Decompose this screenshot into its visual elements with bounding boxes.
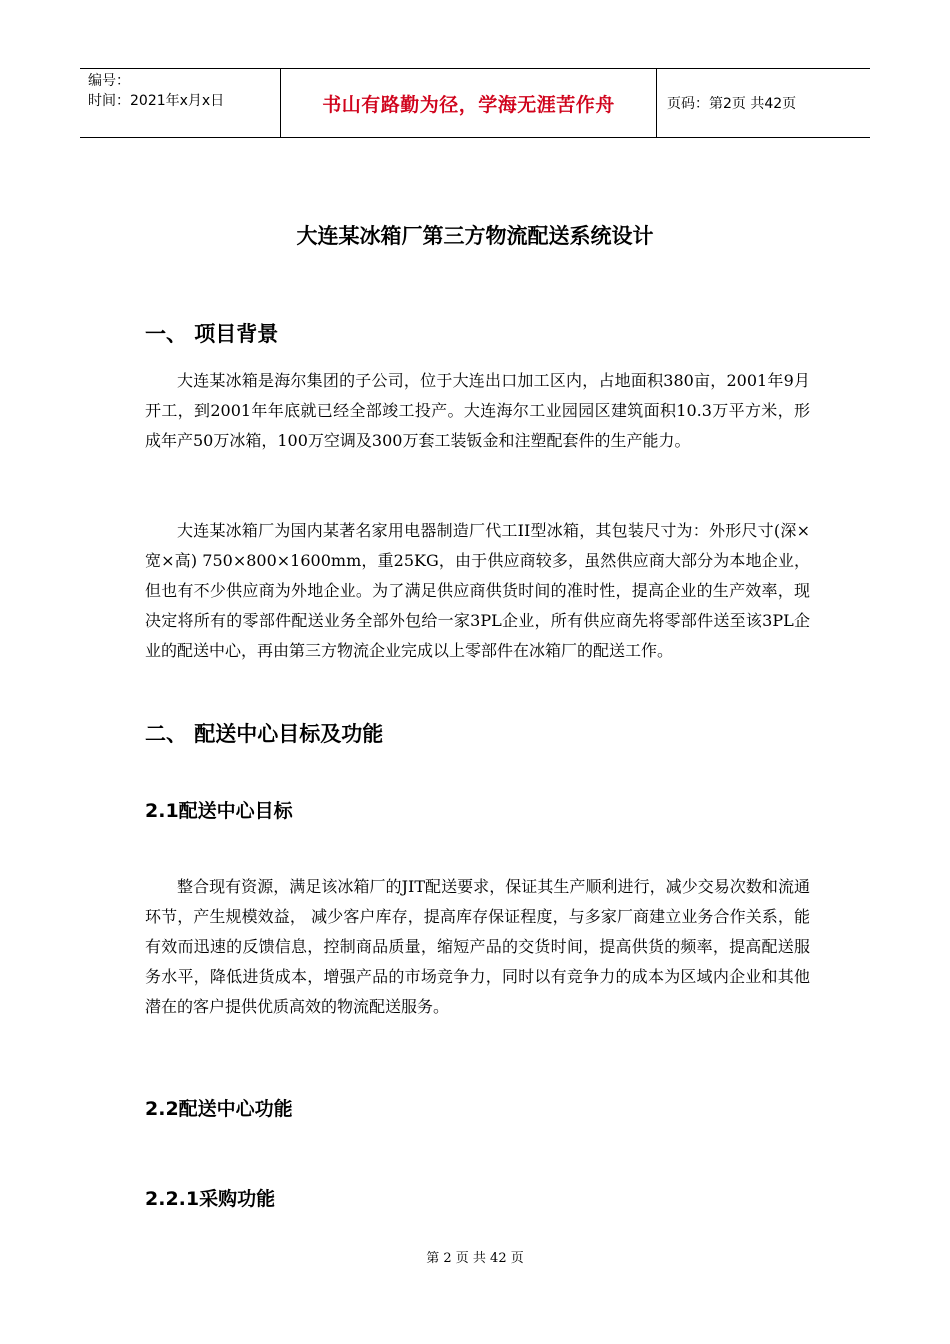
page-header [80, 68, 870, 138]
document-title: 大连某冰箱厂第三方物流配送系统设计 [296, 224, 654, 248]
header-motto: 书山有路勤为径，学海无涯苦作舟 [322, 93, 615, 116]
section-2-1-heading: 2.1配送中心目标 [145, 800, 293, 822]
section-2-2-heading: 2.2配送中心功能 [145, 1098, 293, 1120]
section-2-heading: 二、 配送中心目标及功能 [145, 722, 384, 746]
header-page-info: 页码：第2页 共42页 [667, 96, 797, 112]
section-1-paragraph-2: 大连某冰箱厂为国内某著名家用电器制造厂代工II型冰箱，其包装尺寸为：外形尺寸(深×宽×高) 750×800×1600mm，重25KG，由于供应商较多，虽然供应商大部分为本地企业，但也有不少供应商为外地企业。为了满足供应商供货时间的准时性，提高企业的生产效率，现决定将所有的零部件配送业务全部外包给一家3PL企业，所有供应商先将零部件送至该3PL企业的配送中心，再由第三方物流企业完成以上零部件在冰箱厂的配送工作。 [145, 521, 810, 660]
section-1-paragraph-1: 大连某冰箱是海尔集团的子公司，位于大连出口加工区内，占地面积380亩，2001年9月开工，到2001年年底就已经全部竣工投产。大连海尔工业园园区建筑面积10.3万平方米，形成年产50万冰箱，100万空调及300万套工装钣金和注塑配套件的生产能力。 [145, 371, 810, 450]
section-2-1-paragraph: 整合现有资源，满足该冰箱厂的JIT配送要求，保证其生产顺利进行，减少交易次数和流通环节，产生规模效益， 减少客户库存，提高库存保证程度，与多家厂商建立业务合作关系，能有效而迅速的反馈信息，控制商品质量，缩短产品的交货时间，提高供货的频率，提高配送服务水平，降低进货成本，增强产品的市场竞争力，同时以有竞争力的成本为区域内企业和其他潜在的客户提供优质高效的物流配送服务。 [145, 877, 810, 1016]
time-label: 时间：2021年x月x日 [88, 93, 225, 109]
section-1-heading: 一、 项目背景 [145, 322, 279, 346]
page-footer: 第 2 页 共 42 页 [426, 1251, 524, 1266]
header-meta [80, 69, 281, 137]
section-2-2-1-heading: 2.2.1采购功能 [145, 1188, 276, 1210]
header-motto-cell [281, 69, 657, 137]
number-label: 编号： [88, 73, 130, 89]
